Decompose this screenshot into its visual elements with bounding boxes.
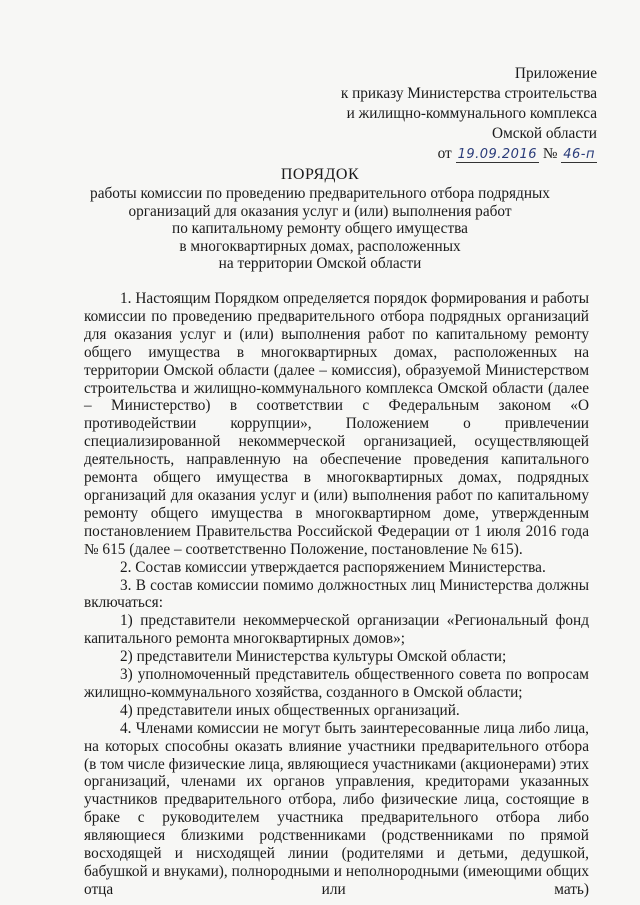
paragraph-1: 1. Настоящим Порядком определяется порядок формирования и работы комиссии по проведению предварительного отбора подрядных организаций для оказания услуг и (или) выполнения работ по капитальному ремонту общего имущества в многоквартирных домах, расположенных на территории Омской области (далее – комиссия), образуемой Министерством строительства и жилищно-коммунального комплекса Омской области (далее – Министерство) в соответствии с Федеральным законом «О противодействии коррупции», Положением о привлечении специализированной некоммерческой организацией, осуществляющей деятельность, направленную на обеспечение проведения капитального ремонта общего имущества в многоквартирных домах, подрядных организаций для оказания услуг и (или) выполнения работ по капитальному ремонту общего имущества в многоквартирном доме, утвержденным постановлением Правительства Российской Федерации от 1 июля 2016 года № 615 (далее – соответственно Положение, постановление № 615).	[84, 290, 589, 558]
number-value: 46-п	[563, 147, 595, 162]
title-heading: ПОРЯДОК	[280, 166, 360, 183]
approval-line-1: Приложение	[514, 65, 597, 82]
date-value: 19.09.2016	[457, 147, 537, 162]
title-line-3: по капитальному ремонту общего имущества	[172, 220, 468, 238]
date-field	[456, 145, 539, 163]
title-line-4: в многоквартирных домах, расположенных	[179, 237, 461, 255]
date-prefix: от	[437, 145, 452, 162]
paragraph-2: 2. Состав комиссии утверждается распоряжением Министерства.	[120, 558, 546, 576]
paragraph-3-item-1: 1) представители некоммерческой организации «Региональный фонд капитального ремонта многоквартирных домов»;	[84, 612, 589, 648]
paragraph-4: 4. Членами комиссии не могут быть заинтересованные лица либо лица, на которых способны оказать влияние участники предварительного отбора (в том числе физические лица, являющиеся участниками (акционерами) этих организаций, членами их органов управления, кредиторами указанных участников предварительного отбора, либо физические лица, состоящие в браке с руководителем участника предварительного отбора либо являющиеся близкими родственниками (родственниками по прямой восходящей и нисходящей линии (родителями и детьми, дедушкой, бабушкой и внуками), полнородными и неполнородными (имеющими общих отца или мать)	[84, 719, 589, 898]
paragraph-3-item-2: 2) представители Министерства культуры Омской области;	[120, 648, 507, 666]
title-line-2: организаций для оказания услуг и (или) выполнения работ	[128, 202, 512, 220]
paragraph-3-item-4: 4) представители иных общественных организаций.	[120, 701, 460, 719]
title-line-5: на территории Омской области	[218, 255, 422, 273]
title-line-1: работы комиссии по проведению предварительного отбора подрядных	[90, 185, 550, 203]
approval-line-2: к приказу Министерства строительства	[340, 85, 597, 102]
number-field	[561, 145, 597, 163]
paragraph-3: 3. В состав комиссии помимо должностных лиц Министерства должны включаться:	[84, 576, 589, 612]
document-title	[80, 166, 560, 272]
number-prefix: №	[542, 145, 558, 162]
approval-line-3: и жилищно-коммунального комплекса	[346, 105, 597, 122]
paragraph-3-item-3: 3) уполномоченный представитель общественного совета по вопросам жилищно-коммунального хозяйства, созданного в Омской области;	[84, 666, 589, 701]
approval-line-4: Омской области	[492, 125, 597, 142]
document-body	[84, 290, 589, 899]
approval-date-line	[337, 144, 597, 165]
approval-block	[337, 64, 597, 165]
